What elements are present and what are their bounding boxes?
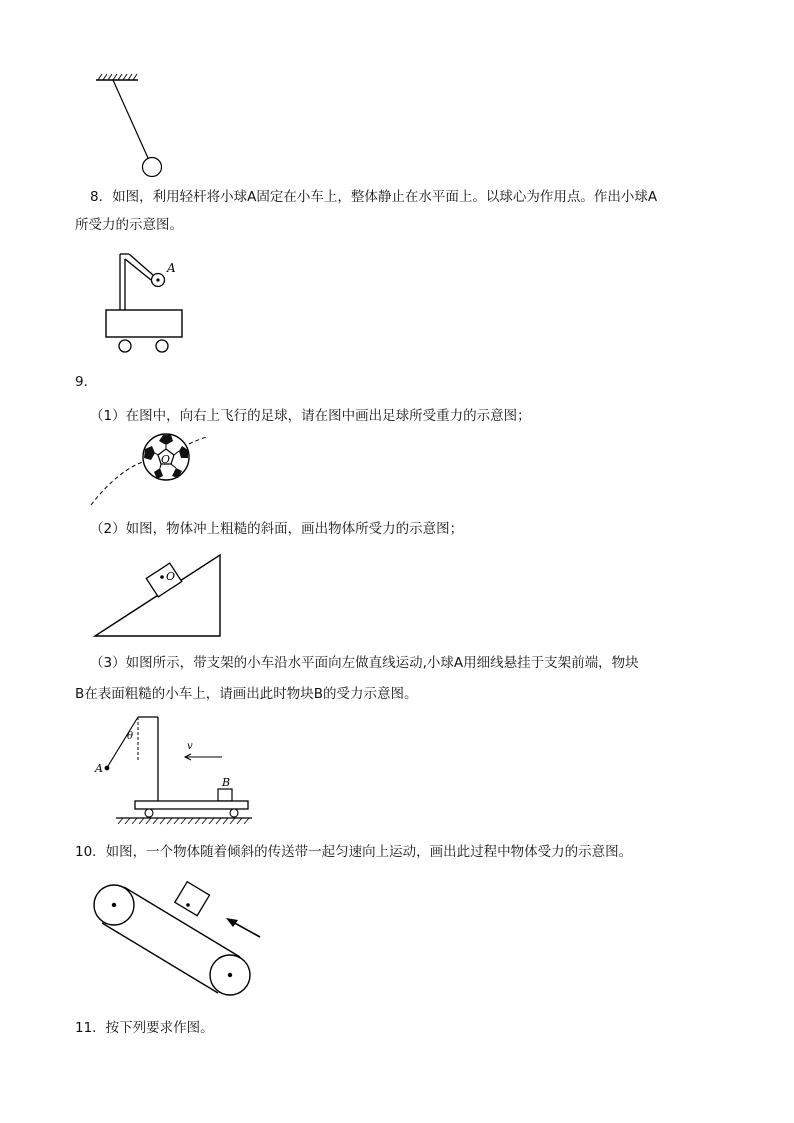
q10-text: 10．如图，一个物体随着倾斜的传送带一起匀速向上运动，画出此过程中物体受力的示意图。 <box>75 844 633 860</box>
cart-wheel-left <box>119 340 131 352</box>
ball-A <box>105 766 110 771</box>
ceiling-hatch <box>98 74 137 80</box>
cart-wheel-left <box>145 809 153 817</box>
block-center-dot <box>160 575 164 579</box>
q11-text: 11．按下列要求作图。 <box>75 1020 214 1036</box>
q10-conveyor-figure <box>92 875 272 1005</box>
q9-number: 9． <box>75 374 98 390</box>
pendulum-ball <box>143 158 162 177</box>
pendulum-string <box>113 80 148 158</box>
flight-path <box>91 462 143 505</box>
roller-upper-axle <box>112 903 116 907</box>
q8-text-line1: 8．如图，利用轻杆将小球A固定在小车上，整体静止在水平面上。以球心为作用点。作出小球A <box>90 189 658 205</box>
q8-text-line2: 所受力的示意图。 <box>75 217 183 233</box>
label-A: A <box>95 762 103 775</box>
ball-center-label: O <box>161 453 171 466</box>
roller-lower-axle <box>228 973 232 977</box>
q9-incline-figure <box>92 552 232 642</box>
object-on-belt <box>175 882 210 916</box>
flight-path-after <box>189 437 207 444</box>
label-B: B <box>222 776 231 789</box>
label-theta: θ <box>127 731 134 742</box>
block-center-label: O <box>166 570 176 583</box>
block-B <box>218 789 232 801</box>
q9-cart-support-figure <box>92 713 252 828</box>
cart-body <box>106 310 182 337</box>
pendulum-figure <box>90 70 170 180</box>
q9-soccer-figure <box>85 430 205 510</box>
hanging-string <box>108 717 138 766</box>
ball-A-center <box>156 278 159 281</box>
ground-hatch <box>118 818 249 824</box>
cart-wheel-right <box>156 340 168 352</box>
motion-arrowhead <box>226 918 238 927</box>
q9-part2-text: （2）如图，物体冲上粗糙的斜面，画出物体所受力的示意图； <box>90 521 464 537</box>
label-A: A <box>167 261 176 275</box>
q9-part3-text-line2: B在表面粗糙的小车上，请画出此时物块B的受力示意图。 <box>75 686 418 702</box>
q8-cart-figure <box>100 248 210 358</box>
cart-platform <box>135 801 248 809</box>
q9-part3-text-line1: （3）如图所示，带支架的小车沿水平面向左做直线运动,小球A用细线悬挂于支架前端，物块 <box>90 655 639 671</box>
object-center-dot <box>186 903 190 907</box>
q9-part1-text: （1）在图中，向右上飞行的足球，请在图中画出足球所受重力的示意图； <box>90 408 531 424</box>
cart-wheel-right <box>230 809 238 817</box>
label-v: v <box>187 741 193 752</box>
